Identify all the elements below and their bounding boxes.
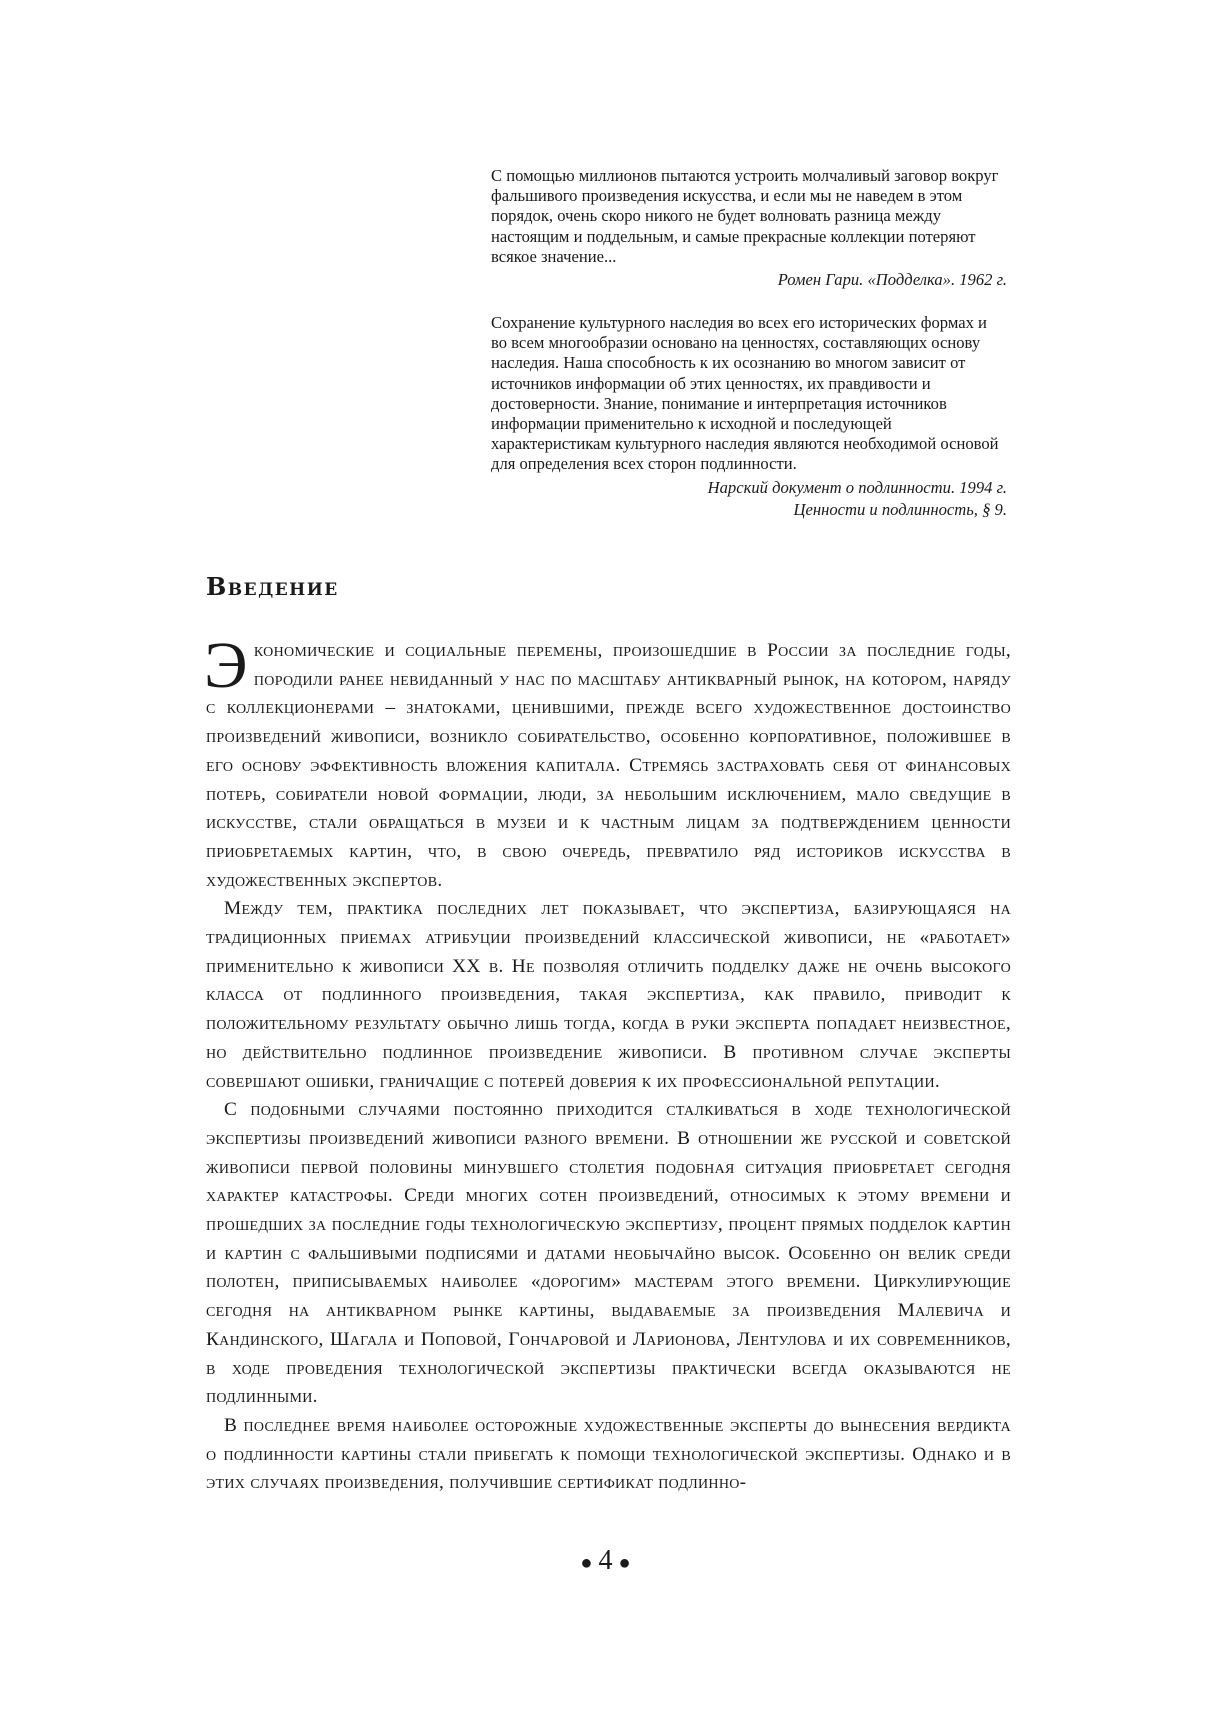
paragraph [204,629,1011,895]
body-text [204,629,1011,1498]
page-number [0,1545,1211,1579]
epigraph-attribution [491,477,1007,521]
epigraph-gary [491,166,1007,291]
bullet-icon: ● [580,1551,593,1574]
paragraph-text: кономические и социальные перемены, произошедшие в России за последние годы, породили ранее невиданный у нас по масштабу антикварный рынок, на котором, наряду с коллекционерами – знатоками, ценившими, прежде всего художественное достоинство произведений живописи, возникло собирательство, особенно корпоративное, положившее в его основу эффективность вложения капитала. Стремясь застраховать себя от финансовых потерь, собиратели новой формации, люди, за небольшим исключением, мало сведущие в искусстве, стали обращаться в музеи и к частным лицам за подтверждением ценности приобретаемых картин, что, в свою очередь, превратило ряд историков искусства в художественных экспертов. [206,640,1011,891]
attribution-line: Ромен Гари. «Подделка». 1962 г. [777,270,1007,290]
attribution-line: Нарский документ о подлинности. 1994 г. [707,477,1007,497]
paragraph: В последнее время наиболее осторожные художественные эксперты до вынесения вердикта о подлинности картины стали прибегать к помощи технологической экспертизы. Однако и в этих случаях произведения, получившие сертификат подлинно- [206,1414,1011,1494]
page-number-value: 4 [598,1545,613,1576]
attribution-line: Ценности и подлинность, § 9. [793,499,1007,519]
epigraph-attribution [491,269,1007,291]
bullet-icon: ● [618,1551,631,1574]
drop-cap: Э [204,629,248,702]
epigraph-text: Сохранение культурного наследия во всех его исторических формах и во всем многообразии основано на ценностях, составляющих основу наследия. Наша способность к их осознанию во многом зависит от источников информации об этих ценностях, их правдивости и достоверности. Знание, понимание и интерпретация источников информации применительно к исходной и последующей характеристикам культурного наследия являются необходимой основой для определения всех сторон подлинности. [491,313,999,474]
epigraph-text: С помощью миллионов пытаются устроить молчаливый заговор вокруг фальшивого произведения искусства, и если мы не наведем в этом порядок, очень скоро никого не будет волновать разница между настоящим и поддельным, и самые прекрасные коллекции потеряют всякое значение... [491,166,999,266]
epigraphs [491,166,1007,521]
paragraph: Между тем, практика последних лет показывает, что экспертиза, базирующаяся на традиционных приемах атрибуции произведений классической живописи, не «работает» применительно к живописи XX в. Не позволяя отличить подделку даже не очень высокого класса от подлинного произведения, такая экспертиза, как правило, приводит к положительному результату обычно лишь тогда, когда в руки эксперта попадает неизвестное, но действительно подлинное произведение живописи. В противном случае эксперты совершают ошибки, граничащие с потерей доверия к их профессиональной репутации. [206,898,1011,1092]
section-title: Введение [206,572,339,601]
paragraph: С подобными случаями постоянно приходится сталкиваться в ходе технологической экспертизы произведений живописи разного времени. В отношении же русской и советской живописи первой половины минувшего столетия подобная ситуация приобретает сегодня характер катастрофы. Среди многих сотен произведений, относимых к этому времени и прошедших за последние годы технологическую экспертизу, процент прямых подделок картин и картин с фальшивыми подписями и датами необычайно высок. Особенно он велик среди полотен, приписываемых наиболее «дорогим» мастерам этого времени. Циркулирующие сегодня на антикварном рынке картины, выдаваемые за произведения Малевича и Кандинского, Шагала и Поповой, Гончаровой и Ларионова, Лентулова и их современников, в ходе проведения технологической экспертизы практически всегда оказываются не подлинными. [206,1099,1011,1408]
epigraph-nara [491,313,1007,521]
